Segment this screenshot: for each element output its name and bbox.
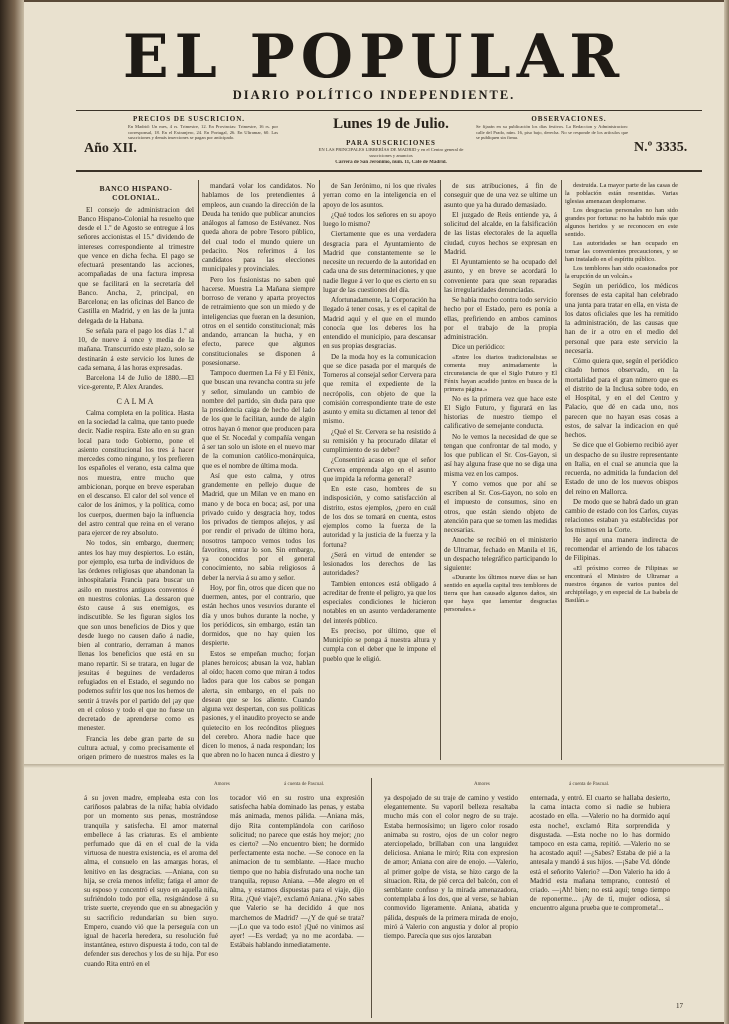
paragraph: Anoche se recibió en el ministerio de Ultramar, fechado en Manila el 16, un despacho telegráfico participando lo siguiente: <box>444 536 557 572</box>
quote-paragraph: «Durante los últimos nueve días se han sentido en aquella capital tres temblores de tierra que han causado algunos daños, sin que haya que lamentar desgracias personales.» <box>444 574 557 614</box>
paragraph: Los desgracias personales no han sido grandes por fortuna: no ha habido más que algunos heridos y se reconocen en este sentido. <box>565 207 678 238</box>
paragraph: Cómo quiera que, según el periódico citado hemos observado, en la mortalidad para el gran número que es el distrito de la Inclusa sobre todo, en el Hospital, y en el del Centro y Palacio, que dé en cada uno, nos parecen que no hayan esas cosas a estos, de salvar la indicacion en qué hechos. <box>565 357 678 439</box>
paragraph: Se señala para el pago los días 1.º al 10, de nueve á once y media de la mañana. Transcurrido este plazo, solo se destinarán á este servicio los lunes de cada semana, á las horas expresadas. <box>78 326 194 372</box>
points-text: EN LAS PRINCIPALES LIBRERÍAS DE MADRID y en el Centro general de suscriciones y anuncios <box>318 147 464 158</box>
paragraph: Afortunadamente, la Corporación ha llegado á tener cosas, y es el capital de Madrid aquí y el que en el mundo conocía que los deberes los ha entendido el municipio, para descansar en sus propias desgracias. <box>323 296 436 351</box>
signature-line: Barcelona 14 de Julio de 1880.—El vice-gerente, P. Alex Arandes. <box>78 374 194 392</box>
paragraph: Se dice que el Gobierno recibió ayer un despacho de su ilustre representante en Italia, en el cual se anuncia que la recuerda, no admitida la fundacion del Estado de uno de los nuevos obispos del reino en Mallorca. <box>565 441 678 496</box>
article-column-5 <box>565 182 678 760</box>
paragraph: Estos se empeñan mucho; forjan planes heroicos; abusan la voz, hablan al oído; hacen como que miran á todos lados para que los cabos se pongan alerta, sin embargo, en el país no desean que se los aliente. Cuando alguna vez despertan, con sus políticas pasiones, y el inaudito proyecto se ande quietecito en los recónditos pliegues del cerebro. Ahora nadie hace que dicen lo menos, á nada respondan; los que abren no lo hacen nunca á diestro y <box>202 649 315 760</box>
column-rule <box>561 180 562 760</box>
page-edge <box>724 0 729 1024</box>
paragraph: Calma completa en la política. Hasta en la sociedad la calma, que tanto puede decir. Nadie respira. Este año en su gran local para todo Gobierno, pone el asiento constitucional los tres á hacer mercedes como ninguno, y los prefieren los españoles el verano, esta calma que nos muestra, entre mucho que ambicionan, porque en breve esperaban en el descanso. El calor del sol vence el calor de los ánimos, y la política, como los cuerpos, duermen bajo la influencia del astro central que reina en el verano para ejercer de rey absoluto. <box>78 408 194 537</box>
paragraph: Hoy, por fin, otros que dicen que no duermen, antes, por el contrario, que están hechos unos vesuvios durante el día y unos buhos durante la noche, y los periódicos, sin embargo, están tan dormidos, que no hay quien los despierte. <box>202 583 315 648</box>
serial-column-1: á su joven madre, empleaba esta con los cariñosos palabras de la niña; había olvidado por un momento sus penas, mostrándose tranquila y satisfecha. El amor maternal embellece á las criaturas. Es el ambiente perfumado que dá en el cual de la vida virtuosa de nuestra existencia, es el aroma del alma, el consuelo en las amargas horas, el lenitivo en las desgracias. —Aniana, con su hija, se creía menos infeliz; fatiga el amor de su esposo y concentró el suyo en aquella niña, sufriéndolo todo por ella, resignándose á su triste suerte, creyendo que en su abnegación y su sacrificio redundarían su bien suyo. Empero, cuando vió que la perseguía con un igual de hacerla heredera, su resolución fué instantánea, estuvo dispuesta á todo, con tal de defender sus derechos y los de su hija. Por eso cuando Rita entró en el <box>84 794 218 968</box>
column-rule <box>198 180 199 760</box>
page-number: 17 <box>676 1002 683 1010</box>
points-title: PARA SUSCRICIONES <box>346 139 436 147</box>
paragraph: mandará volar los candidatos. No hablamos de los pretendientes á empleos, aun cuando la dirección de la Deuda ha tenido que publicar anuncios análogos al famoso de Estévanez. Nos queda ahora de pobre Tesoro público, del cual todo el mundo quiere un pedacito. Nos referimos á los candidatos para las elecciones municipales y provinciales. <box>202 182 315 274</box>
running-head-left: Amores <box>214 782 230 787</box>
paragraph: Francia les debe gran parte de su cultura actual, y como precisamente el origen primero de nuestros males es la <box>78 734 194 760</box>
paragraph: No le vemos la necesidad de que se tengan que confrontar de tal modo, y los que publican el Sr. Cos-Gayon, si así hay alguna frase que no se diga una misma vez en los campos. <box>444 432 557 478</box>
paragraph: El Ayuntamiento se ha ocupado del asunto, y en breve se acordará lo conveniente para que sean reparadas las irregularidades denunciadas. <box>444 258 557 294</box>
article-column-4 <box>444 182 557 760</box>
masthead-title: EL POPULAR <box>122 22 626 92</box>
article-column-3 <box>323 182 436 760</box>
serial-column-2: tocador vió en su rostro una expresión satisfecha había dominado las penas, y estaba más animada, menos pálida. —Aniana más, dijo Rita contemplándola con cariñoso solicitud; no parece que estás hoy mejor; ¿no es cierto? —No encuentro bien; he dormido perfectamente esta noche. —Se conoce en la animacion de tu semblante. —Hace mucho tiempo que no habia disfrutado una noche tan tranquila, repuso Aniana. —Me alegro en el alma, y estamos dispuestas para el viaje, dijo Rita. ¿Qué viaje?, exclamó Aniana. ¿No sabes que Valerio se ha decidido á que nos marchemos de Madrid? —¿Y de qué se trata? —¡Lo que va todo esto! ¡Qué no vinimos así ayer! —Es verdad; ya no me acordaba. —Estábais hablando inmediatamente. <box>230 794 364 950</box>
running-head-center: á cuenta de Pascual. <box>284 782 325 787</box>
notes-title: OBSERVACIONES. <box>531 115 607 123</box>
paragraph: ¿Consentirá acaso en que el señor Cervera emprenda algo en el asunto que impida la reforma general? <box>323 456 436 483</box>
paragraph: Ciertamente que es una verdadera desgracia para el Ayuntamiento de Madrid que constantemente se le necesite un recuerdo de la autoridad en cada una de sus determinaciones, y que nadie llegue á ver lo que es cierto en su lugar de las cuestiones del día. <box>323 230 436 294</box>
newspaper-page <box>24 2 724 1022</box>
paragraph: No es la primera vez que hace este El Siglo Futuro, y figurará en las historias de nuestro tiempo el calificativo de semejante conducta. <box>444 394 557 431</box>
paragraph: El juzgado de Reús entiende ya, á solicitud del alcalde, en la falsificación de las listas electorales de la aquella ciudad, cuyos hechos se expresan en Madrid. <box>444 210 557 256</box>
notes-text: Se fijarán en su publicación los días festivos. La Redaccion y Administracion: calle del Prado, núm. 16, piso bajo, derecha. No se responde de los artículos que se publiquen sin firma. <box>476 124 628 141</box>
serial-column-3: ya despojado de su traje de camino y vestido elegantemente. Su vaporil belleza resaltaba mucho más con el color negro de su traje. Estaba hermosísimo; un ligero color rosado animaba su rostro, ojos de un color negro aterciopelado, brillaban con una languidez deliciosa. Aniana le miró; Rita con expresion de amor; Aniana con aire de enojo. —Valerio, al primer golpe de vista, se hizo cargo de la situacion. Rita, de pié cerca del balcón, con el semblante confuso y la mirada amenazadora, contemplaba á los dos, que al verse, se habian conmovido ligeramente. Aniana, abatida y pálida, después de la primera mirada de enojo, miró á Valerio con angustia y dolor al propio tiempo. Parecía que sus ojos lanzaban <box>384 794 518 941</box>
subscription-title: PRECIOS DE SUSCRICION. <box>132 115 246 123</box>
paragraph: ¿Qué todos los señores en su apoyo luego lo mismo? <box>323 210 436 228</box>
paragraph: Dice un periódico: <box>452 343 505 352</box>
running-head-center-2: á cuenta de Pascual. <box>569 782 610 787</box>
masthead-subtitle: DIARIO POLÍTICO INDEPENDIENTE. <box>232 88 516 102</box>
paragraph: Así que esto calma, y otros grandemente en pellejo duque de Madrid, que un Milan ve en mano en mano y de boca en boca; así, por una privado cuido y desgracia hoy, todos los privados de tiempos añejos, y así por rendir el privado de último hora, nosotros tampoco vemos todos los favoritos, entrar lo son. Sin embargo, ya conocidos por el general conocimiento, no sabia religiosos á deber la nervia á su amo y señor. <box>202 471 315 582</box>
article-column-1 <box>78 182 194 760</box>
paragraph: Según un periódico, los médicos forenses de esta capital han celebrado una junta para tratar en ella, en vista de los datos oficiales que les ha remitido la administración, de las causas que han de ir a otro en el medio del personal que para este servicio la necesaria. <box>565 282 678 355</box>
article-heading: CALMA <box>116 396 156 406</box>
paragraph: De modo que se habrá dado un gran cambio de estado con los Carlos, cuyas relaciones estaban ya establecidas por los mismos en la Corte. <box>565 497 678 534</box>
paragraph: de San Jerónimo, ni los que rivales yerran como en la inteligencia en el apoyo de los asuntos. <box>323 182 436 209</box>
column-rule <box>371 778 372 1018</box>
paragraph: ¿Será en virtud de entender se lesionados los derechos de las autoridades? <box>323 550 436 578</box>
paragraph: No todos, sin embargo, duermen; antes los hay muy despiertos. Lo están, por ejemplo, esa turba de indivíduos de las órdenes religiosas que abandonan la inhospitalaria Francia para buscar un asilo en nuestros antiguos conventos é en nuestros colonias. La dessaron que ésto cause á sus enemigos, es indiscutible. Se les figuran siglos los que son unos beneficios de Dios y que desde luego no causen daño á nadie, bien al contrario, derraman á manos llenas los beneficios que está en su mano repartir. Si se tratara, en lugar de jesuitas é beguines de verdaderos refugiados en el Estado, el segundo no podemos sufrir los que nos los hemos de sentir á través por el partido del ¡ay que en el coloso y todo el que no fuese un decretado de aprenderse como es menester. <box>78 539 194 733</box>
paragraph: En este caso, hombres de su indisposición, y como satisfacción al distrito, estos ejemplos, ¿pero en cuál de los dos se tomará en cuenta, estos ejemplos como la fuerza de la autoridad y la justicia de la fuerza y la fortuna? <box>323 485 436 549</box>
running-head-left-2: Amores <box>474 782 490 787</box>
header-rule-top <box>76 110 702 111</box>
paragraph: He aquí una manera indirecta de recomendar el arriendo de los tabacos de Filipinas. <box>565 535 678 563</box>
serial-column-4: enternada, y entró. El cuarto se hallaba desierto, la cama intacta como si nadie se hubiera acostado en ella. —Valerio no ha dormido aquí esta noche!, exclamó Rita sorprendida y disgustada. —Esta noche no lo has dormido tampoco en esta cama, repitió. —Valerio no se ha acostado aquí! —¿Sabes? Estaba de pié a la antesala y mandó á sus hijos. —¡Sabe Vd. dónde está el señorito Valerio? —Don Valerio ha ido á Madrid esta mañana temprano, contestó el criado. —¡Ah! bien; no está aquí; tengo tiempo de reponerme... ¡Ay de tí, mujer odiosa, si encuentro alguna prueba que te comprometa!... <box>530 794 670 913</box>
address: Carrera de San Jerónimo, núm. 11, Café de Madrid. <box>335 160 447 165</box>
paragraph: Se había mucho contra todo servicio hecho por el Estado, pero es ponía a ellas, prefiriendo en ambos caminos por el trabajo de la propia administración. <box>444 296 557 341</box>
paragraph: Las autoridades se han ocupado en tomar las convenientes precauciones, y se han instalado en el espíritu público. <box>565 240 678 263</box>
issue-date: Lunes 19 de Julio. <box>333 116 449 132</box>
paragraph: Los temblores han sido ocasionados por la erupción de un volcán.» <box>565 265 678 280</box>
header-rule-bottom <box>76 170 702 172</box>
paragraph: destruida. La mayor parte de las casas de la población están resentidas. Varias iglesias amenazan desplomarse. <box>565 182 678 205</box>
fold-line <box>24 764 724 768</box>
paragraph: El consejo de administracion del Banco Hispano-Colonial ha resuelto que desde el 1.º de Agosto se entregue á los señores accionistas el 15.º dividendo de intereses correspondiente al trimestre que vence en dicha fecha. El pago se efectuará presentando las acciones, acompañadas de una factura impresa que se facilitará en la secretaría del Banco. Ancha, 2, principal, en Barcelona; en las oficinas del Banco de Castilla en Madrid, y en las de la junta delegada de la Habana. <box>78 205 194 325</box>
article-column-2 <box>202 182 315 760</box>
issue-number: N.º 3335. <box>634 140 688 155</box>
article-heading: BANCO HISPANO-COLONIAL. <box>99 184 173 203</box>
book-spine <box>0 0 24 1024</box>
paragraph: ¿Qué el Sr. Cervera se ha resistido á su remisión y ha procurado dilatar el cumplimiento de su deber? <box>323 427 436 454</box>
column-rule <box>440 180 441 760</box>
paragraph: Es preciso, por último, que el Municipio se ponga á nuestra altura y cumpla con el deber que le impone el pueblo que le eligió. <box>323 626 436 663</box>
paragraph: Y como vemos que por ahí se escriben al Sr. Cos-Gayon, no solo en el impuesto de consumos, sino en otros, que están siendo objeto de atención para que se tomen las medidas necesarias. <box>444 479 557 534</box>
paragraph: Tampoco duermen La Fé y El Fénix, que buscan una revancha contra su jefe y señor, simulando un cambio de nombre del partido, sin duda para que la presidencia caiga de hecho del lado de los que le facilitan, aunde de algún otros hayan ó menor que producen para que el Sr. Nocedal y compañía vengan á ser tan solo un islote en el nuevo mar de la comunion católico-monárquica, que es el nombre de última moda. <box>202 369 315 470</box>
paragraph: De la moda hoy es la comunicacion que se dice pasada por el marqués de Torneros al consejal señor Cervera para que remita el expediente de la necrópolis, con objeto de que la comisión correspondiente trate de este asunto y emita su dictamen al tenor del mismo. <box>323 352 436 426</box>
paragraph: Pero los fusionistas no saben qué hacerse. Muestra La Mañana siempre borroso de verano y aparta proyectos de retraimiento que son un miedo y de inteligencias que fueran en la desunion, otros en el sentido constitucional; más andando, arrancan la hucha, y en efecto, parece que algunos constitucionales se disponen á posesionarse. <box>202 275 315 367</box>
paragraph: Tambien entonces está obligado á acreditar de frente el peligro, ya que los especiales condiciones le hicieron notables en un asunto verdaderamente del interés público. <box>323 579 436 625</box>
paragraph: de sus atribuciones, á fin de conseguir que de una vez se ultime un asunto que ya ha durado demasiado. <box>444 182 557 209</box>
year-label: Año XII. <box>84 141 137 156</box>
quote-paragraph: «El próximo correo de Filipinas se encontrará el Ministro de Ultramar a nuestros órganos de varios puntos del archipiélago, y en especial de La Isabela de Basilán.» <box>565 564 678 604</box>
subscription-text: En Madrid: Un mes, 4 rs. Trimestre, 12. En Provincias: Trimestre, 16 rs. por corresponsal, 18. En el Extranjero, 24. En Portugal, 26. En Ultramar, 60. Las suscriciones y demás inserciones se pagan por anticipado. <box>128 124 278 141</box>
quote-paragraph: «Entre los diarios tradicionalistas se comenta muy animadamente la circunstancia de que el Siglo Futuro y El Fénix hayan acudido juntos en busca de la primera página.» <box>444 353 557 393</box>
column-rule <box>319 180 320 760</box>
